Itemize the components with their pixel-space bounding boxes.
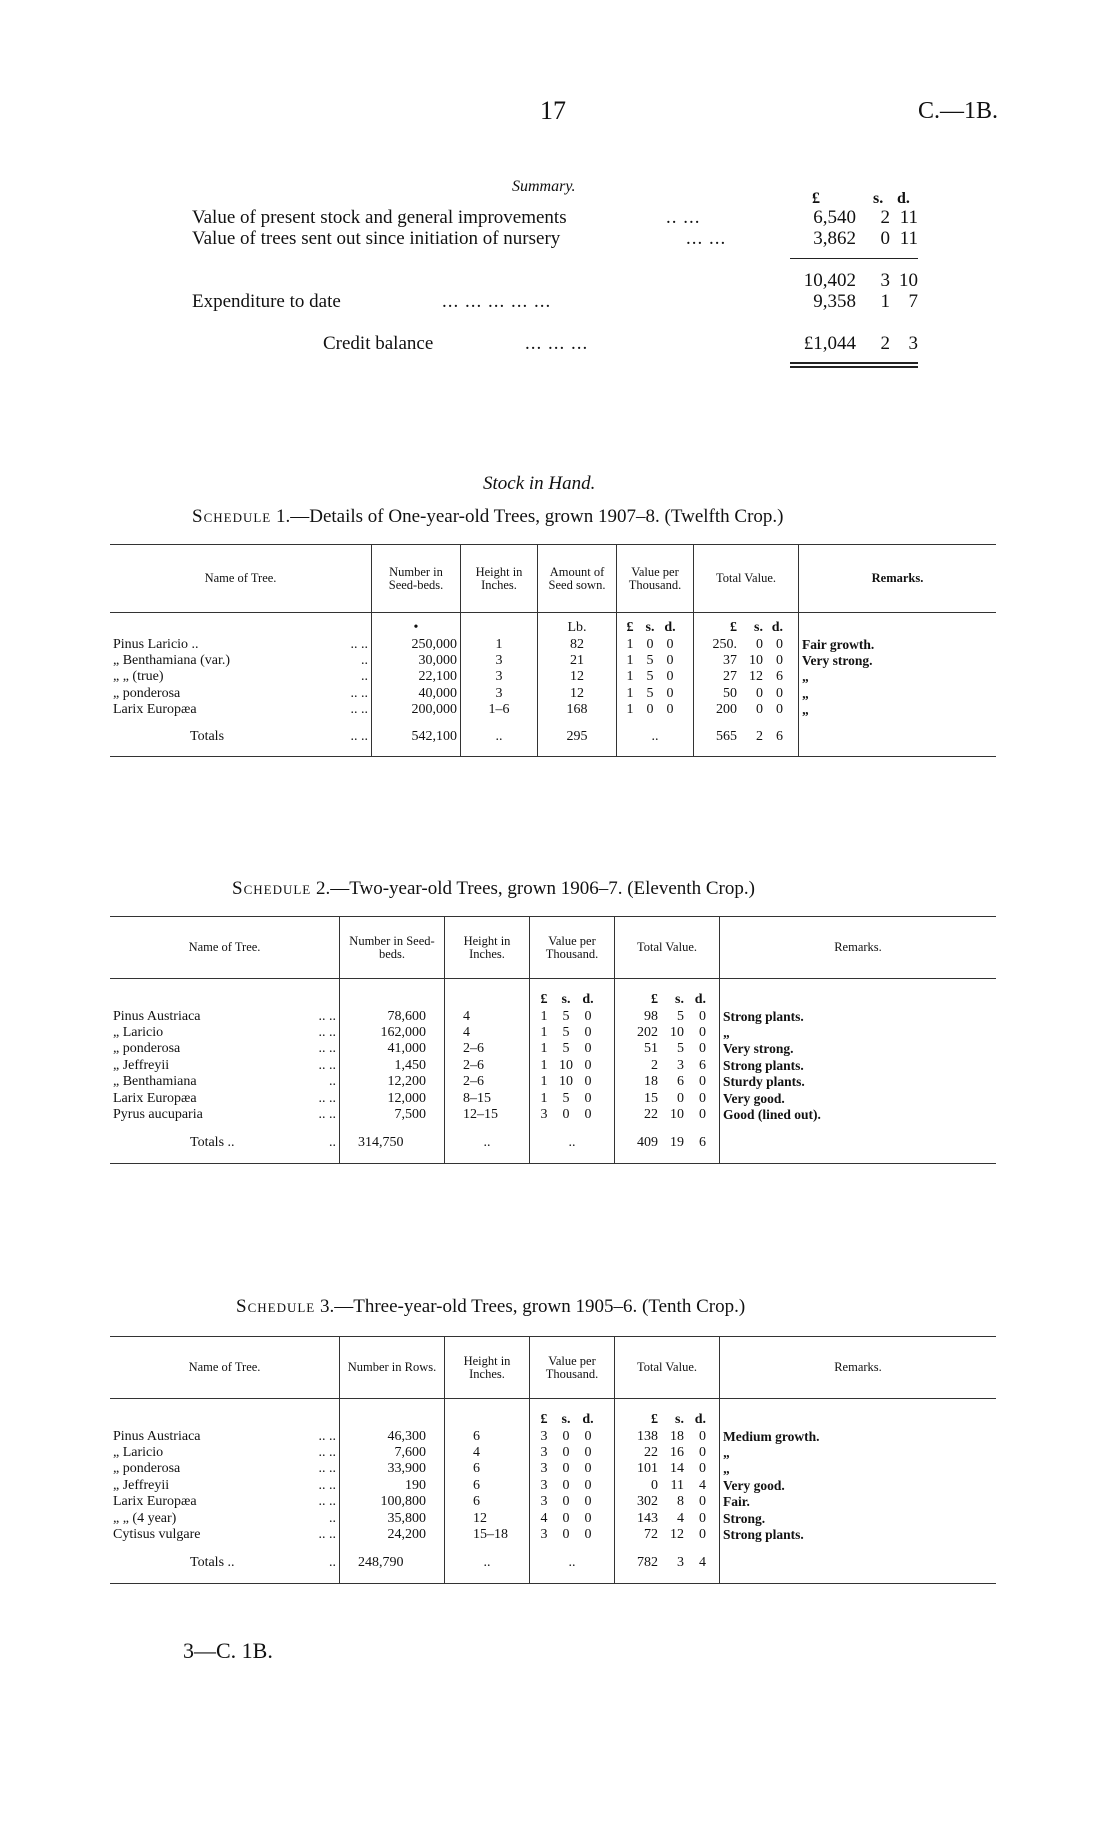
cell-height: 12 <box>445 1511 530 1527</box>
footer-signature: 3—C. 1B. <box>183 1638 273 1663</box>
tree-name: Larix Europæa .. .. <box>113 702 368 718</box>
tree-name: „ ponderosa .. .. <box>113 1041 336 1057</box>
col-header-remarks: Remarks. <box>799 545 997 613</box>
unit-total: £ s. d. <box>615 1399 720 1429</box>
cell-total: 22 10 0 <box>615 1107 720 1123</box>
tree-name: Pyrus aucuparia .. .. <box>113 1106 336 1122</box>
total-height: .. <box>445 1543 530 1583</box>
unit-value: £ s. d. <box>617 613 694 637</box>
cell-total: 202 10 0 <box>615 1025 720 1041</box>
cell-height: 6 <box>445 1429 530 1445</box>
cell-value: 4 0 0 <box>530 1511 615 1527</box>
cell-height: 1–6 <box>461 702 538 718</box>
total-value: .. <box>617 719 694 757</box>
table-row <box>110 1058 996 1074</box>
table-row <box>110 1461 996 1477</box>
cell-value: 1 5 0 <box>617 669 694 685</box>
cell-amount: 168 <box>538 702 617 718</box>
cell-remarks: Very strong. <box>720 1041 997 1057</box>
tree-name: „ Jeffreyii .. .. <box>113 1477 336 1493</box>
cell-total: 0 11 4 <box>615 1478 720 1494</box>
cell-height: 3 <box>461 669 538 685</box>
subtotal-pence: 10 <box>899 270 918 291</box>
unit-amount: Lb. <box>538 613 617 637</box>
cell-total: 101 14 0 <box>615 1461 720 1477</box>
cell-total: 302 8 0 <box>615 1494 720 1510</box>
cell-remarks: Very good. <box>720 1478 997 1494</box>
cell-value: 3 0 0 <box>530 1445 615 1461</box>
cell-number: 200,000 <box>372 702 461 718</box>
expenditure-shillings: 1 <box>880 291 890 312</box>
cell-total: 51 5 0 <box>615 1041 720 1057</box>
table-row <box>110 1107 996 1123</box>
schedule-word: Schedule <box>236 1296 316 1317</box>
tree-name: „ Laricio .. .. <box>113 1024 336 1040</box>
tree-name: „ ponderosa .. .. <box>113 1461 336 1477</box>
cell-total: 27 12 6 <box>694 669 799 685</box>
cell-remarks: „ <box>799 669 997 685</box>
cell-number: 7,500 <box>340 1107 445 1123</box>
summary-row-pounds: 3,862 <box>813 228 856 249</box>
cell-value: 1 5 0 <box>617 686 694 702</box>
cell-number: 250,000 <box>372 637 461 653</box>
summary-row-label: Value of present stock and general improvements <box>192 207 567 228</box>
cell-remarks: Good (lined out). <box>720 1107 997 1123</box>
tree-name: „ ponderosa .. .. <box>113 685 368 701</box>
cell-remarks: Strong plants. <box>720 1527 997 1543</box>
cell-remarks: „ <box>720 1461 997 1477</box>
cell-remarks: Medium growth. <box>720 1429 997 1445</box>
cell-amount: 12 <box>538 686 617 702</box>
expenditure-label: Expenditure to date <box>192 291 341 312</box>
col-header-remarks: Remarks. <box>720 917 997 979</box>
cell-height: 4 <box>445 1025 530 1041</box>
cell-total: 72 12 0 <box>615 1527 720 1543</box>
cell-amount: 21 <box>538 653 617 669</box>
table-row <box>110 686 996 702</box>
cell-height: 4 <box>445 1009 530 1025</box>
summary-row-pounds: 6,540 <box>813 207 856 228</box>
cell-number: 24,200 <box>340 1527 445 1543</box>
cell-height: 8–15 <box>445 1091 530 1107</box>
schedule3-title <box>236 1296 745 1318</box>
cell-remarks: „ <box>720 1025 997 1041</box>
table-row <box>110 1527 996 1543</box>
summary-row-pence: 11 <box>899 228 918 249</box>
credit-row <box>323 333 783 357</box>
subtotal-rule <box>790 258 918 259</box>
total-number: 248,790 <box>340 1543 445 1583</box>
cell-total: 143 4 0 <box>615 1511 720 1527</box>
summary-row-label: Value of trees sent out since initiation of nursery <box>192 228 561 249</box>
tree-name: „ Jeffreyii .. .. <box>113 1057 336 1073</box>
cell-total: 15 0 0 <box>615 1091 720 1107</box>
cell-remarks: Strong plants. <box>720 1058 997 1074</box>
cell-total: 18 6 0 <box>615 1074 720 1090</box>
schedule-word: Schedule <box>192 506 272 527</box>
col-header-total: Total Value. <box>615 1337 720 1399</box>
cell-value: 1 5 0 <box>530 1091 615 1107</box>
cell-height: 15–18 <box>445 1527 530 1543</box>
cell-value: 1 5 0 <box>530 1009 615 1025</box>
leader-dots: .. ... <box>666 207 701 228</box>
pound-head: £ <box>812 190 820 207</box>
table-row <box>110 1478 996 1494</box>
credit-label: Credit balance <box>323 333 434 354</box>
col-header-number: Number in Seed-beds. <box>340 917 445 979</box>
cell-total: 37 10 0 <box>694 653 799 669</box>
total-value: .. <box>530 1543 615 1583</box>
totals-label: Totals .. .. <box>190 729 368 745</box>
total-total: 409 19 6 <box>615 1123 720 1163</box>
double-rule-bottom <box>790 366 918 368</box>
col-header-value: Value per Thousand. <box>530 917 615 979</box>
cell-remarks: Very good. <box>720 1091 997 1107</box>
col-header-remarks: Remarks. <box>720 1337 997 1399</box>
cell-value: 3 0 0 <box>530 1107 615 1123</box>
cell-remarks: Strong. <box>720 1511 997 1527</box>
schedule-title-text: 3.—Three-year-old Trees, grown 1905–6. (Tenth Crop.) <box>315 1296 746 1317</box>
unit-number: • <box>372 613 461 637</box>
total-number: 314,750 <box>340 1123 445 1163</box>
subtotal-shillings: 3 <box>880 270 890 291</box>
expenditure-row <box>192 291 792 315</box>
unit-value: £ s. d. <box>530 979 615 1009</box>
double-rule-top <box>790 362 918 364</box>
schedule3-table <box>110 1336 996 1584</box>
cell-number: 22,100 <box>372 669 461 685</box>
totals-label: Totals .. .. <box>190 1554 336 1570</box>
tree-name: Pinus Laricio .. .. .. <box>113 636 368 652</box>
cell-number: 46,300 <box>340 1429 445 1445</box>
totals-row <box>110 719 996 757</box>
col-header-amount: Amount of Seed sown. <box>538 545 617 613</box>
leader-dots: ... ... ... ... ... <box>442 291 552 312</box>
cell-height: 6 <box>445 1461 530 1477</box>
cell-height: 12–15 <box>445 1107 530 1123</box>
tree-name: Pinus Austriaca .. .. <box>113 1428 336 1444</box>
cell-total: 50 0 0 <box>694 686 799 702</box>
cell-number: 190 <box>340 1478 445 1494</box>
summary-row-shillings: 0 <box>880 228 890 249</box>
col-header-value: Value per Thousand. <box>617 545 694 613</box>
total-total: 782 3 4 <box>615 1543 720 1583</box>
units-row <box>110 979 996 1009</box>
cell-amount: 82 <box>538 637 617 653</box>
summary-row-pence: 11 <box>899 207 918 228</box>
cell-value: 3 0 0 <box>530 1461 615 1477</box>
cell-remarks: Fair. <box>720 1494 997 1510</box>
cell-height: 2–6 <box>445 1074 530 1090</box>
cell-height: 1 <box>461 637 538 653</box>
schedule1-title <box>192 506 783 528</box>
credit-pounds: £1,044 <box>803 333 856 354</box>
shilling-head: s. <box>873 190 884 207</box>
table-row <box>110 1091 996 1107</box>
tree-name: Larix Europæa .. .. <box>113 1494 336 1510</box>
page-number: 17 <box>540 96 566 125</box>
table-row <box>110 1074 996 1090</box>
expenditure-pence: 7 <box>908 291 918 312</box>
col-header-name: Name of Tree. <box>110 917 340 979</box>
tree-name: „ Benthamiana .. <box>113 1074 336 1090</box>
cell-remarks: „ <box>799 702 997 718</box>
tree-name: Larix Europæa .. .. <box>113 1090 336 1106</box>
subtotal-pounds: 10,402 <box>803 270 856 291</box>
total-number: 542,100 <box>372 719 461 757</box>
col-header-number: Number in Seed-beds. <box>372 545 461 613</box>
table-row <box>110 1494 996 1510</box>
schedule1-table <box>110 544 996 757</box>
expenditure-pounds: 9,358 <box>813 291 856 312</box>
schedule-title-text: 1.—Details of One-year-old Trees, grown 1907–8. (Twelfth Crop.) <box>271 506 784 527</box>
cell-number: 41,000 <box>340 1041 445 1057</box>
cell-height: 2–6 <box>445 1041 530 1057</box>
unit-total: £ s. d. <box>694 613 799 637</box>
credit-shillings: 2 <box>880 333 890 354</box>
cell-value: 1 5 0 <box>530 1041 615 1057</box>
cell-total: 200 0 0 <box>694 702 799 718</box>
cell-total: 98 5 0 <box>615 1009 720 1025</box>
cell-height: 3 <box>461 686 538 702</box>
table-row <box>110 1511 996 1527</box>
cell-value: 1 5 0 <box>617 653 694 669</box>
tree-name: „ „ (true) .. <box>113 669 368 685</box>
cell-number: 12,000 <box>340 1091 445 1107</box>
cell-number: 1,450 <box>340 1058 445 1074</box>
table-row <box>110 1025 996 1041</box>
table-row <box>110 637 996 653</box>
stock-title: Stock in Hand. <box>483 473 596 494</box>
document-reference: C.—1B. <box>918 98 999 124</box>
col-header-height: Height in Inches. <box>461 545 538 613</box>
cell-number: 35,800 <box>340 1511 445 1527</box>
table-row <box>110 1429 996 1445</box>
units-row <box>110 613 996 637</box>
cell-remarks: „ <box>799 686 997 702</box>
total-value: .. <box>530 1123 615 1163</box>
leader-dots: ... ... ... <box>525 333 589 354</box>
cell-height: 2–6 <box>445 1058 530 1074</box>
schedule2-title <box>232 878 755 900</box>
cell-value: 3 0 0 <box>530 1429 615 1445</box>
table-row <box>110 1041 996 1057</box>
cell-height: 6 <box>445 1494 530 1510</box>
tree-name: Pinus Austriaca .. .. <box>113 1008 336 1024</box>
table-row <box>110 669 996 685</box>
cell-height: 4 <box>445 1445 530 1461</box>
tree-name: „ „ (4 year) .. <box>113 1510 336 1526</box>
cell-value: 1 5 0 <box>530 1025 615 1041</box>
totals-row <box>110 1123 996 1163</box>
summary-row-shillings: 2 <box>880 207 890 228</box>
cell-value: 1 10 0 <box>530 1058 615 1074</box>
totals-row <box>110 1543 996 1583</box>
pence-head: d. <box>897 190 910 207</box>
cell-height: 3 <box>461 653 538 669</box>
schedule-word: Schedule <box>232 878 312 899</box>
cell-total: 138 18 0 <box>615 1429 720 1445</box>
credit-pence: 3 <box>908 333 918 354</box>
tree-name: „ Laricio .. .. <box>113 1444 336 1460</box>
unit-total: £ s. d. <box>615 979 720 1009</box>
leader-dots: ... ... <box>686 228 727 249</box>
total-total: 565 2 6 <box>694 719 799 757</box>
cell-number: 100,800 <box>340 1494 445 1510</box>
schedule2-table <box>110 916 996 1164</box>
col-header-height: Height in Inches. <box>445 917 530 979</box>
col-header-name: Name of Tree. <box>110 1337 340 1399</box>
cell-remarks: Fair growth. <box>799 637 997 653</box>
summary-title: Summary. <box>512 178 576 195</box>
cell-total: 22 16 0 <box>615 1445 720 1461</box>
col-header-total: Total Value. <box>694 545 799 613</box>
col-header-number: Number in Rows. <box>340 1337 445 1399</box>
cell-value: 1 0 0 <box>617 637 694 653</box>
cell-value: 1 0 0 <box>617 702 694 718</box>
total-height: .. <box>461 719 538 757</box>
cell-remarks: Sturdy plants. <box>720 1074 997 1090</box>
cell-value: 3 0 0 <box>530 1527 615 1543</box>
cell-value: 3 0 0 <box>530 1478 615 1494</box>
totals-label: Totals .. .. <box>190 1134 336 1150</box>
col-header-total: Total Value. <box>615 917 720 979</box>
cell-number: 33,900 <box>340 1461 445 1477</box>
cell-value: 1 10 0 <box>530 1074 615 1090</box>
cell-amount: 12 <box>538 669 617 685</box>
table-row <box>110 1445 996 1461</box>
unit-value: £ s. d. <box>530 1399 615 1429</box>
cell-remarks: „ <box>720 1445 997 1461</box>
cell-number: 162,000 <box>340 1025 445 1041</box>
cell-total: 250. 0 0 <box>694 637 799 653</box>
tree-name: Cytisus vulgare .. .. <box>113 1526 336 1542</box>
cell-number: 12,200 <box>340 1074 445 1090</box>
table-row <box>110 702 996 718</box>
table-row <box>110 653 996 669</box>
cell-value: 3 0 0 <box>530 1494 615 1510</box>
cell-remarks: Very strong. <box>799 653 997 669</box>
tree-name: „ Benthamiana (var.) .. <box>113 652 368 668</box>
cell-number: 30,000 <box>372 653 461 669</box>
col-header-value: Value per Thousand. <box>530 1337 615 1399</box>
table-row <box>110 1009 996 1025</box>
cell-number: 7,600 <box>340 1445 445 1461</box>
cell-number: 40,000 <box>372 686 461 702</box>
cell-remarks: Strong plants. <box>720 1009 997 1025</box>
cell-number: 78,600 <box>340 1009 445 1025</box>
total-amount: 295 <box>538 719 617 757</box>
schedule-title-text: 2.—Two-year-old Trees, grown 1906–7. (Eleventh Crop.) <box>311 878 755 899</box>
col-header-name: Name of Tree. <box>110 545 372 613</box>
units-row <box>110 1399 996 1429</box>
total-height: .. <box>445 1123 530 1163</box>
cell-height: 6 <box>445 1478 530 1494</box>
col-header-height: Height in Inches. <box>445 1337 530 1399</box>
cell-total: 2 3 6 <box>615 1058 720 1074</box>
